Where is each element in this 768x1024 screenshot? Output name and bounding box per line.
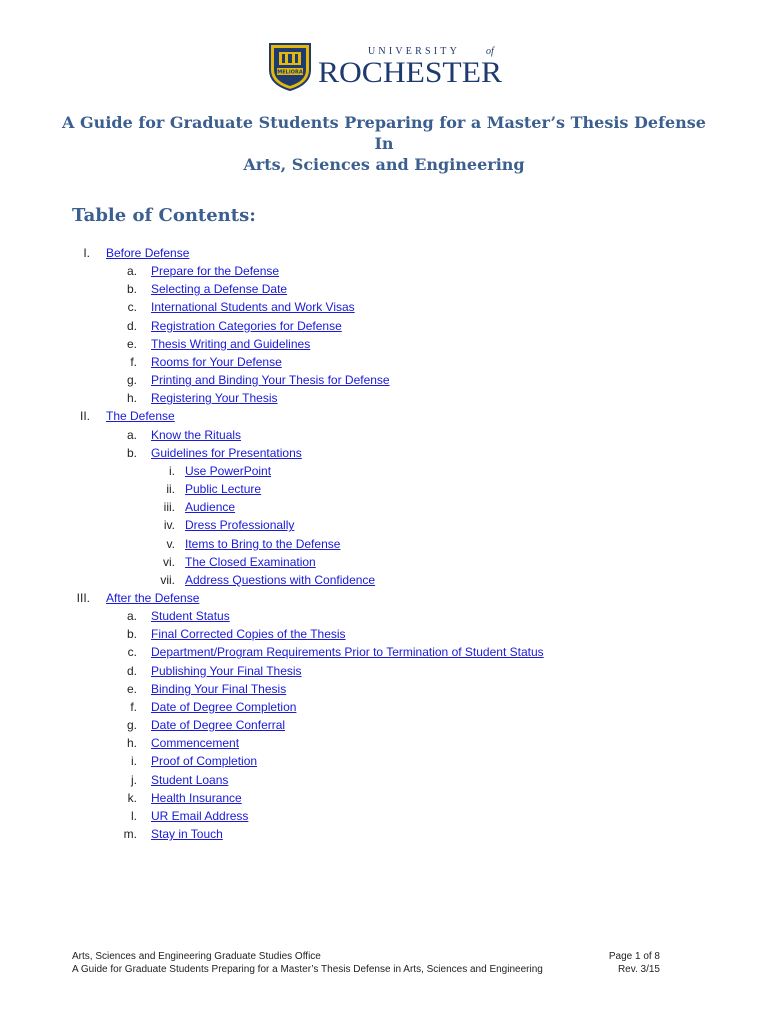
toc-entry [0,335,768,353]
toc-entry-link[interactable]: Public Lecture [185,482,262,497]
toc-entry-marker: iv. [163,518,175,533]
toc-entry-link[interactable]: Student Loans [151,772,229,787]
toc-entry [0,280,768,298]
toc-entry [0,607,768,625]
toc-entry-link[interactable]: After the Defense [106,590,200,605]
toc-entry [0,553,768,571]
toc-entry [0,298,768,316]
toc-entry-link[interactable]: Prepare for the Defense [151,264,280,279]
toc-entry-marker: l. [131,808,137,823]
toc-entry-link[interactable]: Guidelines for Presentations [151,445,302,460]
toc-entry [0,480,768,498]
toc-entry-link[interactable]: UR Email Address [151,808,249,823]
toc-entry [0,371,768,389]
toc-entry-marker: m. [123,827,137,841]
toc-entry-marker: f. [130,699,137,714]
toc-entry [0,317,768,335]
toc-entry [0,734,768,752]
toc-entry [0,752,768,770]
toc-entry-marker: g. [126,718,137,733]
toc-entry-marker: i. [169,463,175,478]
toc-entry-link[interactable]: Department/Program Requirements Prior to Termination of Student Status [151,645,544,660]
footer-page-number: Page 1 of 8 [608,951,660,962]
document-title [0,112,768,175]
toc-entry [0,662,768,680]
toc-entry-marker: a. [126,264,137,279]
toc-entry-marker: f. [130,354,137,369]
toc-entry-marker: iii. [163,500,175,515]
toc-entry-marker: j. [131,772,137,787]
toc-entry [0,589,768,607]
title-line-3: Arts, Sciences and Engineering [243,155,525,174]
toc-entry-marker: i. [131,754,137,769]
toc-entry-link[interactable]: Thesis Writing and Guidelines [151,336,311,351]
toc-entry [0,789,768,807]
toc-entry-link[interactable]: Binding Your Final Thesis [151,681,287,696]
title-line-2: In [374,134,394,153]
toc-entry-link[interactable]: Selecting a Defense Date [151,282,288,297]
toc-entry-link[interactable]: Use PowerPoint [185,463,272,478]
toc-entry-marker: ii. [166,482,175,497]
logo-name: ROCHESTER [318,56,502,89]
toc-entry-marker: c. [127,300,137,315]
toc-entry [0,407,768,425]
toc-entry [0,807,768,825]
toc-entry-marker: d. [126,663,137,678]
toc-heading: Table of Contents: [72,205,256,226]
toc-entry-link[interactable]: Date of Degree Conferral [151,718,286,733]
toc-entry-link[interactable]: International Students and Work Visas [151,300,355,315]
toc-entry-marker: c. [127,645,137,660]
toc-entry [0,643,768,661]
footer-revision: Rev. 3/15 [617,964,660,975]
toc-entry-marker: III. [76,590,90,605]
toc-entry-link[interactable]: The Closed Examination [185,554,316,569]
toc-entry [0,244,768,262]
toc-entry-link[interactable]: Dress Professionally [185,518,295,533]
toc-entry [0,771,768,789]
toc-entry-marker: g. [126,373,137,388]
toc-entry [0,444,768,462]
toc-entry-marker: e. [126,681,137,696]
toc-entry [0,571,768,589]
toc-entry [0,462,768,480]
toc-entry-marker: vi. [163,554,175,569]
toc-entry-link[interactable]: Printing and Binding Your Thesis for Defense [151,373,390,388]
toc-entry-link[interactable]: Proof of Completion [151,754,258,769]
toc-entry-marker: II. [79,409,90,424]
toc-entry [0,698,768,716]
toc-entry-link[interactable]: Student Status [151,609,230,624]
toc-entry-marker: h. [126,736,137,751]
toc-entry [0,426,768,444]
university-logo [268,40,508,92]
toc-entry-link[interactable]: Publishing Your Final Thesis [151,663,302,678]
toc-entry-link[interactable]: The Defense [106,409,175,424]
toc-entry-marker: b. [126,627,137,642]
toc-entry-link[interactable]: Registering Your Thesis [151,391,278,406]
toc-entry-marker: vii. [160,572,175,587]
toc-entry-marker: b. [126,445,137,460]
toc-entry-link[interactable]: Audience [185,500,236,515]
toc-entry-link[interactable]: Before Defense [106,246,190,260]
toc-entry-marker: e. [126,336,137,351]
toc-entry-marker: d. [126,318,137,333]
toc-entry [0,625,768,643]
toc-entry [0,825,768,843]
toc-entry-link[interactable]: Stay in Touch [151,827,223,841]
toc-entry-marker: h. [126,391,137,406]
toc-entry [0,716,768,734]
toc-entry-marker: a. [126,427,137,442]
toc-entry-link[interactable]: Know the Rituals [151,427,242,442]
toc-entry-link[interactable]: Final Corrected Copies of the Thesis [151,627,346,642]
toc-entry-link[interactable]: Registration Categories for Defense [151,318,342,333]
toc-entry-marker: a. [126,609,137,624]
title-line-1: A Guide for Graduate Students Preparing for a Master’s Thesis Defense [62,113,706,132]
toc-entry [0,498,768,516]
logo-university-text: UNIVERSITY [368,46,460,57]
toc-entry [0,262,768,280]
toc-entry-link[interactable]: Rooms for Your Defense [151,354,282,369]
toc-entry [0,680,768,698]
toc-entry-marker: k. [127,790,137,805]
toc-entry-marker: v. [166,536,175,551]
footer-office: Arts, Sciences and Engineering Graduate Studies Office [72,951,321,962]
toc-entry-marker: b. [126,282,137,297]
table-of-contents [0,244,768,843]
page-footer [72,950,660,976]
toc-entry-link[interactable]: Items to Bring to the Defense [185,536,341,551]
toc-entry [0,516,768,534]
toc-entry-link[interactable]: Address Questions with Confidence [185,572,376,587]
seal-motto: MELIORA [277,69,303,76]
toc-entry-link[interactable]: Health Insurance [151,790,242,805]
toc-entry [0,535,768,553]
toc-entry-link[interactable]: Date of Degree Completion [151,699,297,714]
toc-entry-link[interactable]: Commencement [151,736,240,751]
toc-entry-marker: I. [83,246,90,260]
footer-document-name: A Guide for Graduate Students Preparing for a Master’s Thesis Defense in Arts, Sciences and Engineering [72,964,543,975]
toc-entry [0,389,768,407]
logo-of-text: of [486,46,494,57]
toc-entry [0,353,768,371]
university-seal-icon [268,40,508,92]
